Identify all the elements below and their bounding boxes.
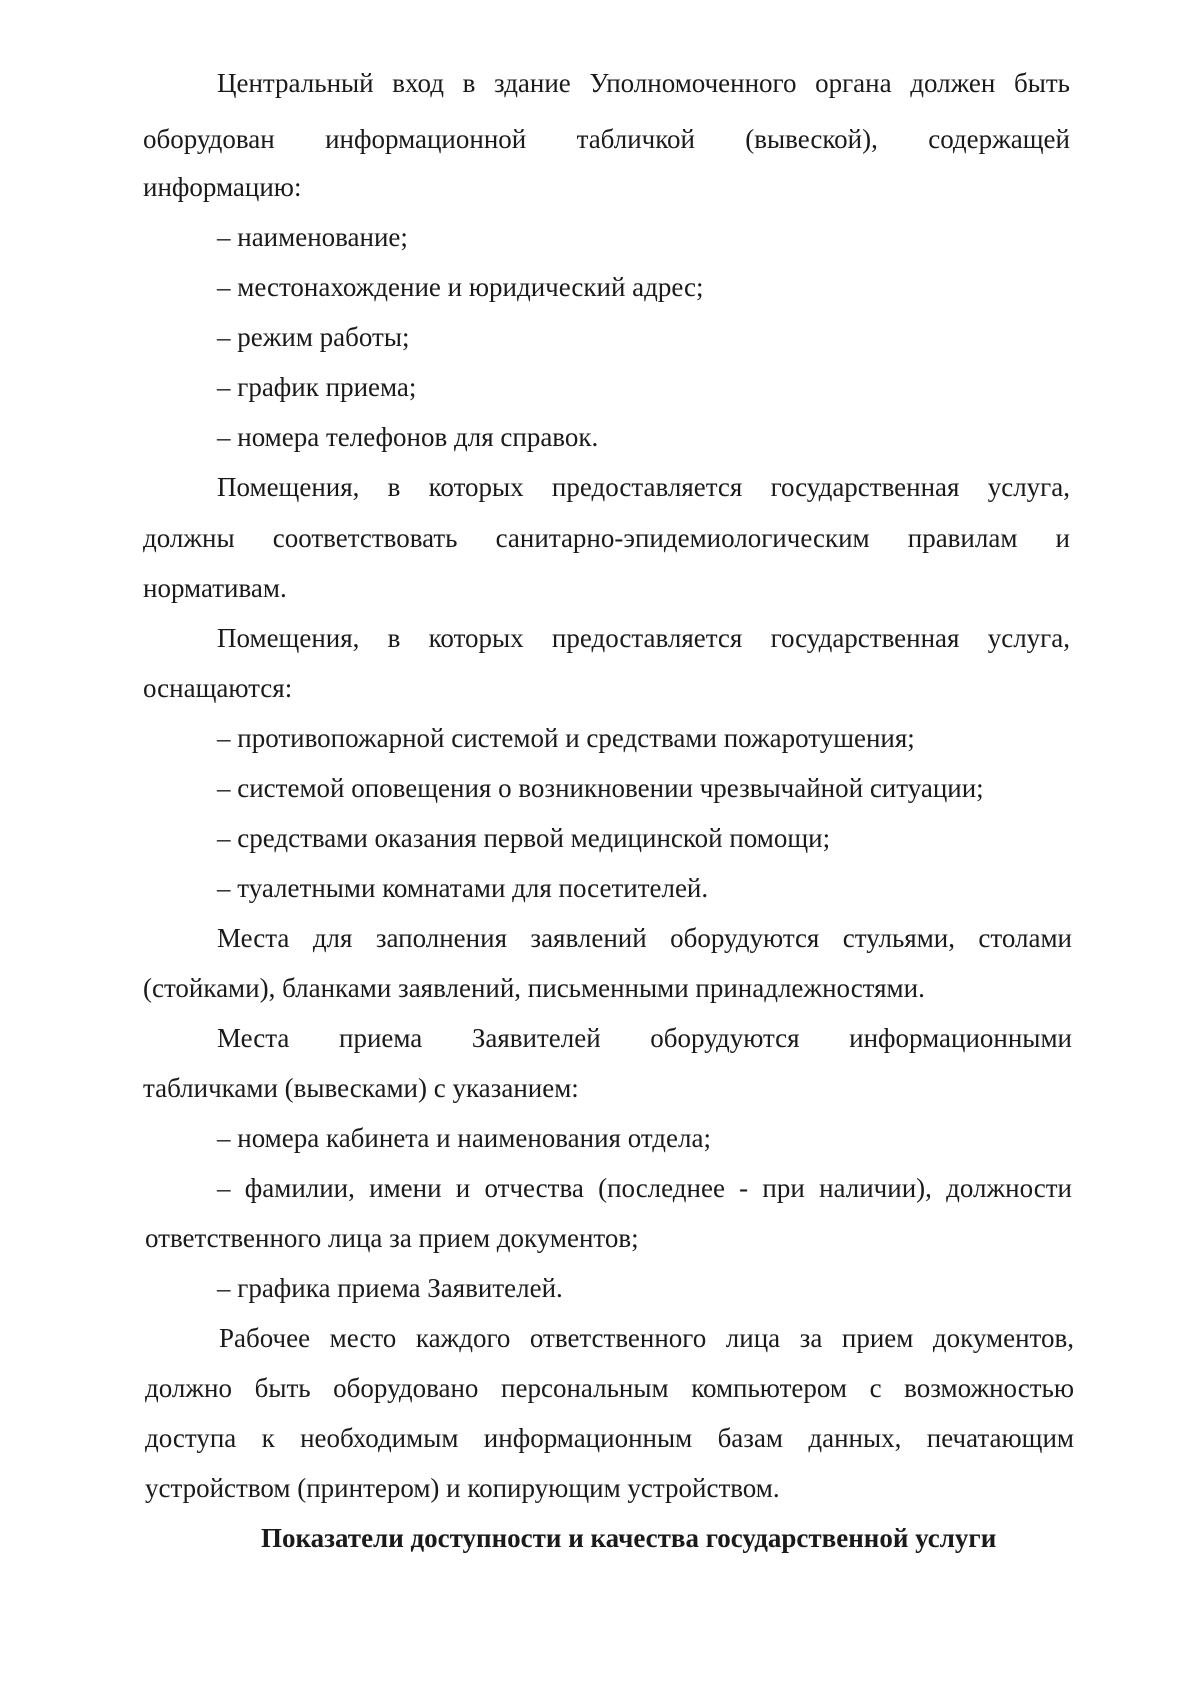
text-line: (стойками), бланками заявлений, письменными принадлежностями. <box>143 973 925 1003</box>
list-item: – средствами оказания первой медицинской помощи; <box>217 823 831 853</box>
text-line: ответственного лица за прием документов; <box>145 1223 639 1253</box>
list-item: – местонахождение и юридический адрес; <box>217 272 704 302</box>
list-item: – номера телефонов для справок. <box>217 422 599 452</box>
text-line: информацию: <box>143 172 302 202</box>
list-item: – фамилии, имени и отчества (последнее - при наличии), должности <box>217 1173 1072 1203</box>
text-line: Центральный вход в здание Уполномоченного органа должен быть <box>217 68 1070 98</box>
text-line: нормативам. <box>143 573 287 603</box>
text-line: должно быть оборудовано персональным компьютером с возможностью <box>145 1373 1074 1403</box>
list-item: – туалетными комнатами для посетителей. <box>217 873 709 903</box>
text-line: Помещения, в которых предоставляется государственная услуга, <box>217 623 1070 653</box>
text-line: Места приема Заявителей оборудуются информационными <box>217 1023 1072 1053</box>
text-line: устройством (принтером) и копирующим устройством. <box>145 1473 780 1503</box>
list-item: – противопожарной системой и средствами пожаротушения; <box>217 723 915 753</box>
list-item: – режим работы; <box>217 322 410 352</box>
section-heading: Показатели доступности и качества государственной услуги <box>261 1523 997 1553</box>
text-line: Места для заполнения заявлений оборудуются стульями, столами <box>217 923 1072 953</box>
text-line: оснащаются: <box>143 673 293 703</box>
list-item: – график приема; <box>217 372 417 402</box>
text-line: доступа к необходимым информационным базам данных, печатающим <box>145 1423 1074 1453</box>
list-item: – системой оповещения о возникновении чрезвычайной ситуации; <box>217 773 984 803</box>
text-line: оборудован информационной табличкой (вывеской), содержащей <box>143 124 1070 154</box>
text-line: должны соответствовать санитарно-эпидемиологическим правилам и <box>143 523 1070 553</box>
text-line: Помещения, в которых предоставляется государственная услуга, <box>217 472 1070 502</box>
text-line: табличками (вывесками) с указанием: <box>143 1073 579 1103</box>
list-item: – наименование; <box>217 222 408 252</box>
text-line: Рабочее место каждого ответственного лица за прием документов, <box>219 1323 1074 1353</box>
list-item: – номера кабинета и наименования отдела; <box>217 1123 711 1153</box>
list-item: – графика приема Заявителей. <box>217 1273 563 1303</box>
